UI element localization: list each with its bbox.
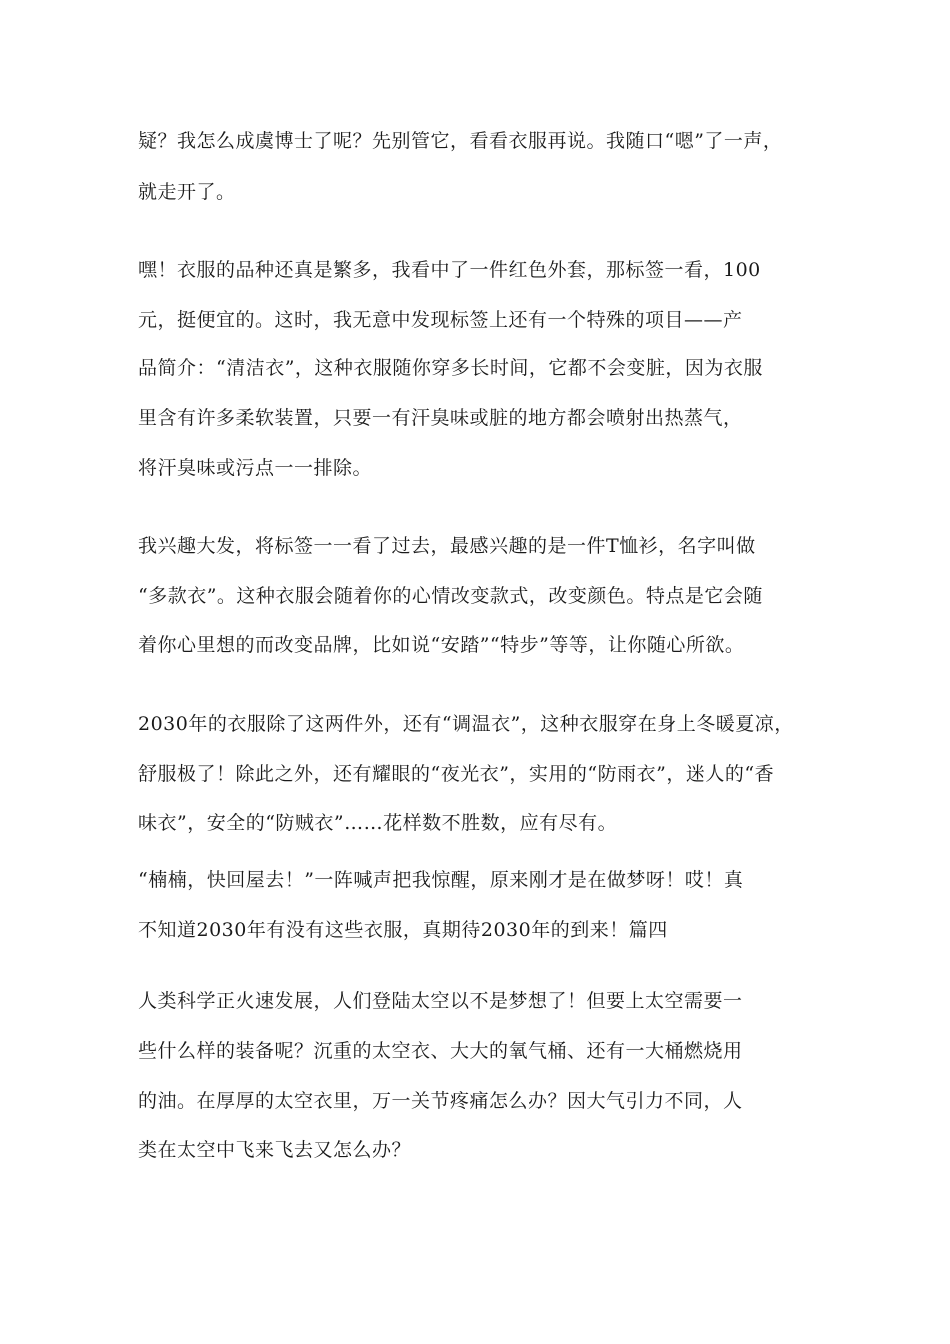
text-line: 的油。在厚厚的太空衣里，万一关节疼痛怎么办？因大气引力不同，人 — [138, 1090, 743, 1112]
text-line: 就走开了。 — [138, 181, 236, 203]
text-line: 嘿！衣服的品种还真是繁多，我看中了一件红色外套，那标签一看，100 — [138, 259, 761, 281]
text-line: 品简介：“清洁衣”，这种衣服随你穿多长时间，它都不会变脏，因为衣服 — [138, 357, 763, 379]
text-line: 不知道2030年有没有这些衣服，真期待2030年的到来！篇四 — [138, 919, 668, 941]
text-line: “多款衣”。这种衣服会随着你的心情改变款式，改变颜色。特点是它会随 — [138, 585, 763, 607]
text-line: 疑？我怎么成虞博士了呢？先别管它，看看衣服再说。我随口“嗯”了一声， — [138, 130, 783, 152]
text-line: 舒服极了！除此之外，还有耀眼的“夜光衣”，实用的“防雨衣”，迷人的“香 — [138, 763, 775, 785]
text-line: “楠楠，快回屋去！”一阵喊声把我惊醒，原来刚才是在做梦呀！哎！真 — [138, 869, 744, 891]
text-line: 2030年的衣服除了这两件外，还有“调温衣”，这种衣服穿在身上冬暖夏凉， — [138, 713, 794, 735]
text-line: 将汗臭味或污点一一排除。 — [138, 457, 373, 479]
text-line: 着你心里想的而改变品牌，比如说“安踏”“特步”等等，让你随心所欲。 — [138, 634, 745, 656]
text-line: 味衣”，安全的“防贼衣”……花样数不胜数，应有尽有。 — [138, 812, 618, 834]
text-line: 些什么样的装备呢？沉重的太空衣、大大的氧气桶、还有一大桶燃烧用 — [138, 1040, 743, 1062]
text-line: 我兴趣大发，将标签一一看了过去，最感兴趣的是一件T恤衫，名字叫做 — [138, 535, 756, 557]
text-line: 人类科学正火速发展，人们登陆太空以不是梦想了！但要上太空需要一 — [138, 990, 743, 1012]
text-line: 类在太空中飞来飞去又怎么办？ — [138, 1139, 412, 1161]
text-line: 元，挺便宜的。这时，我无意中发现标签上还有一个特殊的项目——产 — [138, 309, 743, 331]
text-line: 里含有许多柔软装置，只要一有汗臭味或脏的地方都会喷射出热蒸气， — [138, 407, 743, 429]
